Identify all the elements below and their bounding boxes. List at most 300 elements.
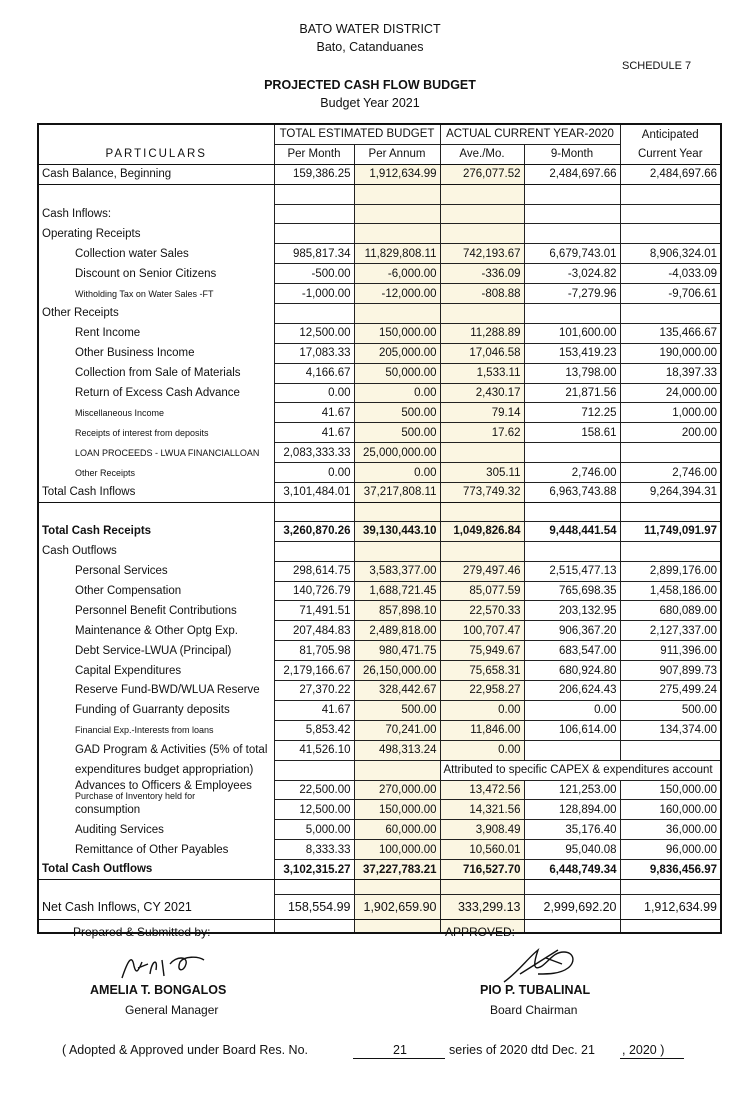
cell-col-1: 2,179,166.67	[274, 661, 354, 681]
cell-col-2: 150,000.00	[354, 800, 440, 820]
table-row	[38, 601, 721, 621]
approved-name: PIO P. TUBALINAL	[480, 983, 591, 997]
cell-col-1: 71,491.51	[274, 601, 354, 621]
approved-title: Board Chairman	[490, 1003, 578, 1017]
cell-col-4: 2,746.00	[524, 463, 620, 483]
gad-note: Attributed to specific CAPEX & expenditures account	[440, 760, 721, 780]
cell-col-3: 79.14	[440, 403, 524, 423]
table-body	[38, 164, 721, 933]
row-label: Maintenance & Other Optg Exp.	[38, 621, 274, 641]
table-row	[38, 403, 721, 423]
cell-col-1: 3,102,315.27	[274, 860, 354, 880]
table-row	[38, 541, 721, 561]
cell-col-1: 5,000.00	[274, 820, 354, 840]
cell-col-3: 1,049,826.84	[440, 521, 524, 541]
document-title: PROJECTED CASH FLOW BUDGET	[264, 78, 476, 92]
cell-col-4: 0.00	[524, 700, 620, 720]
prepared-signature-image	[118, 950, 228, 982]
cell-col-2: 39,130,443.10	[354, 521, 440, 541]
org-location: Bato, Catanduanes	[316, 40, 424, 54]
header-total-estimated: TOTAL ESTIMATED BUDGET	[274, 124, 440, 144]
cell-col-4: 101,600.00	[524, 323, 620, 343]
cell-col-4: -7,279.96	[524, 284, 620, 304]
cell-col-2	[354, 919, 440, 933]
cell-col-4: 35,176.40	[524, 820, 620, 840]
cell-col-4: 21,871.56	[524, 383, 620, 403]
cell-col-1: 41.67	[274, 423, 354, 443]
row-label: Return of Excess Cash Advance	[38, 383, 274, 403]
row-label	[38, 184, 274, 204]
table-row	[38, 383, 721, 403]
prepared-name: AMELIA T. BONGALOS	[90, 983, 227, 997]
cell-col-2: 0.00	[354, 463, 440, 483]
cell-col-4: 13,798.00	[524, 363, 620, 383]
cell-col-1: 12,500.00	[274, 323, 354, 343]
cell-col-2	[354, 879, 440, 894]
cell-col-1: 0.00	[274, 383, 354, 403]
cell-col-5: 1,000.00	[620, 403, 721, 423]
cell-col-2: 60,000.00	[354, 820, 440, 840]
cell-col-2: 500.00	[354, 403, 440, 423]
cell-col-1: 985,817.34	[274, 244, 354, 264]
cell-col-3: 2,430.17	[440, 383, 524, 403]
table-row	[38, 700, 721, 720]
cell-col-2: 37,217,808.11	[354, 483, 440, 503]
cell-col-4	[524, 224, 620, 244]
cell-col-1: 12,500.00	[274, 800, 354, 820]
cell-col-2	[354, 204, 440, 224]
table-row	[38, 820, 721, 840]
cell-col-5	[620, 304, 721, 324]
cell-col-4	[524, 304, 620, 324]
row-label	[38, 502, 274, 521]
cell-col-3: 85,077.59	[440, 581, 524, 601]
cell-col-5	[620, 204, 721, 224]
cell-col-4: 765,698.35	[524, 581, 620, 601]
row-label: Collection water Sales	[38, 244, 274, 264]
cell-col-2: 26,150,000.00	[354, 661, 440, 681]
cell-col-2: 11,829,808.11	[354, 244, 440, 264]
cell-col-1: 298,614.75	[274, 561, 354, 581]
cell-col-1: 3,260,870.26	[274, 521, 354, 541]
cell-col-5: 911,396.00	[620, 641, 721, 661]
cell-col-1: 0.00	[274, 463, 354, 483]
cell-col-5	[620, 443, 721, 463]
advances-label: Advances to Officers & Employees	[75, 780, 252, 792]
resolution-number: 21	[393, 1043, 407, 1057]
cell-col-5: 160,000.00	[620, 800, 721, 820]
year-underline	[620, 1058, 684, 1059]
cell-col-4	[524, 184, 620, 204]
cell-col-5: 11,749,091.97	[620, 521, 721, 541]
table-row	[38, 720, 721, 740]
cell-col-3: 22,958.27	[440, 681, 524, 701]
cell-col-1	[274, 224, 354, 244]
table-row	[38, 224, 721, 244]
row-label: Witholding Tax on Water Sales -FT	[38, 284, 274, 304]
cell-col-4	[524, 443, 620, 463]
cell-col-3	[440, 184, 524, 204]
cell-col-5: 36,000.00	[620, 820, 721, 840]
cell-col-3: 0.00	[440, 740, 524, 760]
table-row	[38, 840, 721, 860]
row-label: Debt Service-LWUA (Principal)	[38, 641, 274, 661]
cell-col-4: 158.61	[524, 423, 620, 443]
cell-col-4: 106,614.00	[524, 720, 620, 740]
cell-col-4: -3,024.82	[524, 264, 620, 284]
table-row	[38, 323, 721, 343]
table-row	[38, 521, 721, 541]
resolution-underline	[353, 1058, 445, 1059]
cell-col-5: 2,746.00	[620, 463, 721, 483]
cell-col-5: 135,466.67	[620, 323, 721, 343]
cell-col-1	[274, 541, 354, 561]
table-row	[38, 343, 721, 363]
cell-col-3: 13,472.56	[440, 780, 524, 800]
cell-col-1: 17,083.33	[274, 343, 354, 363]
cell-col-2: 500.00	[354, 423, 440, 443]
cell-col-2: 328,442.67	[354, 681, 440, 701]
table-row	[38, 561, 721, 581]
cell-col-4: 9,448,441.54	[524, 521, 620, 541]
cell-col-5: -9,706.61	[620, 284, 721, 304]
row-label: GAD Program & Activities (5% of total	[38, 740, 274, 760]
table-row	[38, 502, 721, 521]
cell-col-2: 500.00	[354, 700, 440, 720]
cell-col-3: 3,908.49	[440, 820, 524, 840]
cell-col-3: 276,077.52	[440, 164, 524, 184]
table-row	[38, 264, 721, 284]
cell-col-5: 2,484,697.66	[620, 164, 721, 184]
row-label: Operating Receipts	[38, 224, 274, 244]
cell-col-1: -1,000.00	[274, 284, 354, 304]
cell-col-3: -336.09	[440, 264, 524, 284]
row-label: Financial Exp.-Interests from loans	[38, 720, 274, 740]
cell-col-1	[274, 304, 354, 324]
cell-col-1: 27,370.22	[274, 681, 354, 701]
cell-col-1	[274, 204, 354, 224]
row-label: LOAN PROCEEDS - LWUA FINANCIALLOAN	[38, 443, 274, 463]
cell-col-4	[524, 502, 620, 521]
cell-col-3	[440, 502, 524, 521]
cell-col-2: 498,313.24	[354, 740, 440, 760]
cell-col-3	[440, 204, 524, 224]
cell-col-5: 275,499.24	[620, 681, 721, 701]
header-per-annum: Per Annum	[354, 144, 440, 164]
header-anticipated: Anticipated	[620, 124, 721, 144]
cell-col-2: 1,912,634.99	[354, 164, 440, 184]
cell-col-4	[524, 740, 620, 760]
cell-col-1	[274, 502, 354, 521]
cell-col-1: 2,083,333.33	[274, 443, 354, 463]
cell-col-5	[620, 541, 721, 561]
table-row	[38, 423, 721, 443]
cell-col-1: 158,554.99	[274, 894, 354, 919]
schedule-label: SCHEDULE 7	[622, 60, 692, 72]
cell-col-1: 41,526.10	[274, 740, 354, 760]
cell-col-5	[620, 740, 721, 760]
cell-col-4: 683,547.00	[524, 641, 620, 661]
series-text: series of 2020 dtd Dec. 21	[449, 1043, 595, 1057]
row-label: Collection from Sale of Materials	[38, 363, 274, 383]
table-row	[38, 164, 721, 184]
cell-col-4: 121,253.00	[524, 780, 620, 800]
cell-col-1: 41.67	[274, 700, 354, 720]
cell-col-3: 1,533.11	[440, 363, 524, 383]
cell-col-2	[354, 184, 440, 204]
table-row	[38, 760, 721, 780]
cell-col-3: 17.62	[440, 423, 524, 443]
cell-col-5	[620, 224, 721, 244]
approved-label: APPROVED:	[445, 925, 516, 939]
cell-col-3: 100,707.47	[440, 621, 524, 641]
table-row	[38, 894, 721, 919]
cell-col-3: 10,560.01	[440, 840, 524, 860]
cell-col-1: -500.00	[274, 264, 354, 284]
row-label	[38, 879, 274, 894]
cell-col-3: 11,846.00	[440, 720, 524, 740]
cell-col-3: 75,949.67	[440, 641, 524, 661]
table-row	[38, 244, 721, 264]
cell-col-3: 0.00	[440, 700, 524, 720]
cell-col-1: 5,853.42	[274, 720, 354, 740]
row-label: Other Receipts	[38, 463, 274, 483]
table-row	[38, 641, 721, 661]
table-row	[38, 621, 721, 641]
cell-col-4: 6,679,743.01	[524, 244, 620, 264]
table-row	[38, 184, 721, 204]
cell-col-5: 907,899.73	[620, 661, 721, 681]
cell-col-3: 22,570.33	[440, 601, 524, 621]
cell-col-1: 3,101,484.01	[274, 483, 354, 503]
cell-col-1: 207,484.83	[274, 621, 354, 641]
row-label: Advances to Officers & Employees Purchase of Inventory held for	[38, 780, 274, 800]
cell-col-5: 18,397.33	[620, 363, 721, 383]
cell-col-1: 4,166.67	[274, 363, 354, 383]
header-current-year: Current Year	[620, 144, 721, 164]
cell-col-1	[274, 919, 354, 933]
prepared-title: General Manager	[125, 1003, 219, 1017]
cell-col-5: 500.00	[620, 700, 721, 720]
approved-signature-image	[498, 944, 588, 986]
cell-col-2	[354, 502, 440, 521]
header-nine-month: 9-Month	[524, 144, 620, 164]
cell-col-4	[524, 879, 620, 894]
row-label: Auditing Services	[38, 820, 274, 840]
cell-col-4: 128,894.00	[524, 800, 620, 820]
cell-col-3	[440, 443, 524, 463]
cell-col-3: 14,321.56	[440, 800, 524, 820]
cell-col-5: 200.00	[620, 423, 721, 443]
row-label: Total Cash Outflows	[38, 860, 274, 880]
table-row	[38, 800, 721, 820]
row-label: Cash Balance, Beginning	[38, 164, 274, 184]
cell-col-3: 716,527.70	[440, 860, 524, 880]
cell-col-4: 153,419.23	[524, 343, 620, 363]
cell-col-2	[354, 224, 440, 244]
adopted-text: ( Adopted & Approved under Board Res. No.	[62, 1043, 308, 1057]
cell-col-4	[524, 541, 620, 561]
cell-col-2	[354, 760, 440, 780]
cell-col-3: -808.88	[440, 284, 524, 304]
cell-col-4: 206,624.43	[524, 681, 620, 701]
cell-col-2: 70,241.00	[354, 720, 440, 740]
cell-col-2: 857,898.10	[354, 601, 440, 621]
row-label: Net Cash Inflows, CY 2021	[38, 894, 274, 919]
row-label: expenditures budget appropriation)	[38, 760, 274, 780]
cell-col-4: 680,924.80	[524, 661, 620, 681]
footer-year: , 2020 )	[622, 1043, 665, 1057]
cell-col-3	[440, 224, 524, 244]
cell-col-3	[440, 541, 524, 561]
cell-col-5: 190,000.00	[620, 343, 721, 363]
row-label: Miscellaneous Income	[38, 403, 274, 423]
cell-col-2: 980,471.75	[354, 641, 440, 661]
cell-col-4: 203,132.95	[524, 601, 620, 621]
row-label: Other Receipts	[38, 304, 274, 324]
cash-flow-table	[37, 123, 722, 934]
table-row	[38, 463, 721, 483]
cell-col-5: 134,374.00	[620, 720, 721, 740]
table-row	[38, 860, 721, 880]
org-name: BATO WATER DISTRICT	[299, 22, 441, 36]
cell-col-5	[620, 919, 721, 933]
row-label: Remittance of Other Payables	[38, 840, 274, 860]
cell-col-1: 140,726.79	[274, 581, 354, 601]
cell-col-3: 11,288.89	[440, 323, 524, 343]
table-header-row	[38, 124, 721, 144]
cell-col-2: 100,000.00	[354, 840, 440, 860]
cell-col-4: 712.25	[524, 403, 620, 423]
cell-col-4: 6,963,743.88	[524, 483, 620, 503]
cell-col-2: 25,000,000.00	[354, 443, 440, 463]
prepared-label: Prepared & Submitted by:	[73, 925, 211, 939]
cell-col-1: 22,500.00	[274, 780, 354, 800]
cell-col-5	[620, 184, 721, 204]
cell-col-1: 81,705.98	[274, 641, 354, 661]
table-row	[38, 204, 721, 224]
cell-col-2: 3,583,377.00	[354, 561, 440, 581]
cell-col-2: 1,688,721.45	[354, 581, 440, 601]
cell-col-5: 1,458,186.00	[620, 581, 721, 601]
cell-col-2: 1,902,659.90	[354, 894, 440, 919]
header-particulars: PARTICULARS	[38, 144, 274, 164]
table-row	[38, 443, 721, 463]
row-label: Other Business Income	[38, 343, 274, 363]
cell-col-2: 2,489,818.00	[354, 621, 440, 641]
cell-col-5: 9,264,394.31	[620, 483, 721, 503]
cell-col-5: 150,000.00	[620, 780, 721, 800]
cell-col-4	[524, 919, 620, 933]
cell-col-3: 305.11	[440, 463, 524, 483]
cell-col-5: 2,899,176.00	[620, 561, 721, 581]
cell-col-4: 2,484,697.66	[524, 164, 620, 184]
cell-col-5	[620, 502, 721, 521]
cell-col-2: -6,000.00	[354, 264, 440, 284]
cell-col-1	[274, 184, 354, 204]
cell-col-5: 24,000.00	[620, 383, 721, 403]
table-row	[38, 363, 721, 383]
cell-col-2: 37,227,783.21	[354, 860, 440, 880]
cell-col-4	[524, 204, 620, 224]
cell-col-4: 906,367.20	[524, 621, 620, 641]
cell-col-1: 159,386.25	[274, 164, 354, 184]
table-row	[38, 304, 721, 324]
cell-col-3: 279,497.46	[440, 561, 524, 581]
cell-col-2: 150,000.00	[354, 323, 440, 343]
cell-col-5: 2,127,337.00	[620, 621, 721, 641]
table-row	[38, 780, 721, 800]
cell-col-5	[620, 879, 721, 894]
cell-col-2	[354, 304, 440, 324]
cell-col-3: 75,658.31	[440, 661, 524, 681]
cell-col-1	[274, 879, 354, 894]
cell-col-2: 0.00	[354, 383, 440, 403]
cell-col-3	[440, 304, 524, 324]
table-row	[38, 581, 721, 601]
cell-col-5: 1,912,634.99	[620, 894, 721, 919]
cell-col-4: 6,448,749.34	[524, 860, 620, 880]
row-label: Total Cash Inflows	[38, 483, 274, 503]
cell-col-5: 680,089.00	[620, 601, 721, 621]
row-label: consumption	[38, 800, 274, 820]
row-label: Reserve Fund-BWD/WLUA Reserve	[38, 681, 274, 701]
cell-col-2: 270,000.00	[354, 780, 440, 800]
row-label: Personal Services	[38, 561, 274, 581]
row-label: Receipts of interest from deposits	[38, 423, 274, 443]
cell-col-4: 2,515,477.13	[524, 561, 620, 581]
cell-col-2: -12,000.00	[354, 284, 440, 304]
row-label: Cash Outflows	[38, 541, 274, 561]
row-label: Rent Income	[38, 323, 274, 343]
table-row	[38, 879, 721, 894]
row-label: Cash Inflows:	[38, 204, 274, 224]
cell-col-4: 95,040.08	[524, 840, 620, 860]
cell-col-3: 773,749.32	[440, 483, 524, 503]
cell-col-1: 8,333.33	[274, 840, 354, 860]
cell-col-5: 8,906,324.01	[620, 244, 721, 264]
row-label: Personnel Benefit Contributions	[38, 601, 274, 621]
cell-col-5: 96,000.00	[620, 840, 721, 860]
cell-col-2	[354, 541, 440, 561]
cell-col-3: 333,299.13	[440, 894, 524, 919]
header-ave-mo: Ave./Mo.	[440, 144, 524, 164]
header-actual-current: ACTUAL CURRENT YEAR-2020	[440, 124, 620, 144]
cell-col-1	[274, 760, 354, 780]
table-subheader-row	[38, 144, 721, 164]
table-row	[38, 661, 721, 681]
cell-col-2: 50,000.00	[354, 363, 440, 383]
cell-col-2: 205,000.00	[354, 343, 440, 363]
header-per-month: Per Month	[274, 144, 354, 164]
cell-col-3: 742,193.67	[440, 244, 524, 264]
cell-col-3	[440, 879, 524, 894]
document-subtitle: Budget Year 2021	[320, 96, 420, 110]
cell-col-1: 41.67	[274, 403, 354, 423]
row-label: Funding of Guarranty deposits	[38, 700, 274, 720]
row-label: Capital Expenditures	[38, 661, 274, 681]
cell-col-5: -4,033.09	[620, 264, 721, 284]
table-row	[38, 681, 721, 701]
table-row	[38, 740, 721, 760]
cell-col-3: 17,046.58	[440, 343, 524, 363]
table-row	[38, 284, 721, 304]
row-label: Other Compensation	[38, 581, 274, 601]
row-label: Discount on Senior Citizens	[38, 264, 274, 284]
cell-col-4: 2,999,692.20	[524, 894, 620, 919]
cell-col-5: 9,836,456.97	[620, 860, 721, 880]
row-label: Total Cash Receipts	[38, 521, 274, 541]
